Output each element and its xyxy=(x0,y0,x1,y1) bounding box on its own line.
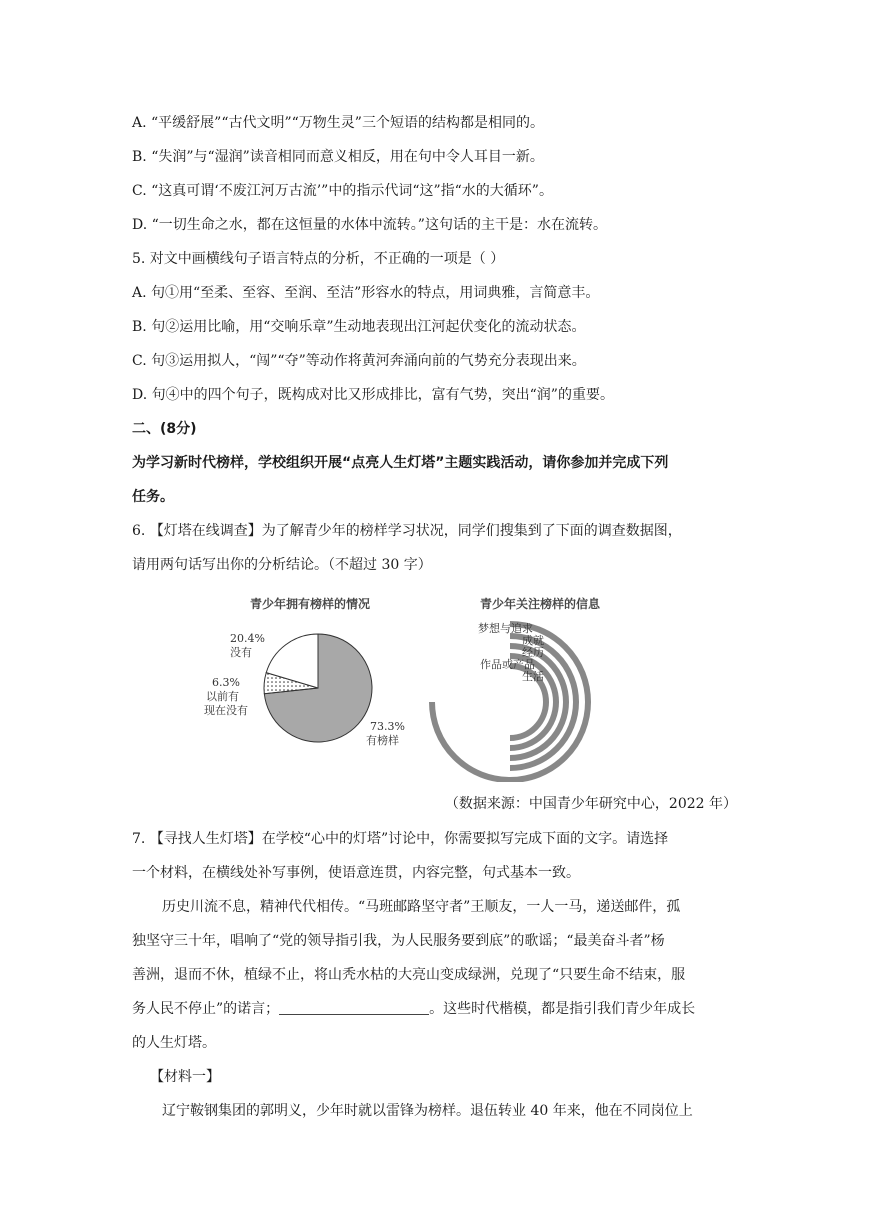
answer-blank[interactable] xyxy=(279,1000,429,1015)
radial-label-1: 成就 xyxy=(522,634,544,647)
radial-label-2: 经历 xyxy=(522,646,544,659)
passage-line-1: 历史川流不息，精神代代相传。“马班邮路坚守者”王顺友，一人一马，递送邮件，孤 xyxy=(162,899,681,915)
survey-charts xyxy=(190,592,630,782)
question-5-option-a: A. 句①用“至柔、至容、至润、至洁”形容水的特点，用词典雅，言简意丰。 xyxy=(132,285,600,301)
option-b: B. “失润”与“湿润”读音相同而意义相反，用在句中令人耳目一新。 xyxy=(132,149,544,165)
pie-label-prev-1: 以前有 xyxy=(206,690,239,703)
pie-label-yes: 有榜样 xyxy=(366,734,399,747)
passage-line-4 xyxy=(132,999,742,1019)
question-5-stem: 5. 对文中画横线句子语言特点的分析，不正确的一项是（ ） xyxy=(132,251,505,267)
radial-bar-chart xyxy=(432,624,588,780)
passage-line-5: 的人生灯塔。 xyxy=(132,1035,216,1051)
pie-label-none-pct: 20.4% xyxy=(230,632,265,645)
radial-chart-title: 青少年关注榜样的信息 xyxy=(480,597,601,611)
material-1-text: 辽宁鞍钢集团的郭明义，少年时就以雷锋为榜样。退伍转业 40 年来，他在不同岗位上 xyxy=(162,1103,693,1119)
question-5-option-c: C. 句③运用拟人，“闯”“夺”等动作将黄河奔涌向前的气势充分表现出来。 xyxy=(132,353,586,369)
option-c: C. “这真可谓‘不废江河万古流’”中的指示代词“这”指“水的大循环”。 xyxy=(132,183,553,199)
option-a: A. “平缓舒展”“古代文明”“万物生灵”三个短语的结构都是相同的。 xyxy=(132,115,544,131)
pie-chart xyxy=(264,634,372,742)
material-1-title: 【材料一】 xyxy=(150,1069,220,1085)
section-heading: 二、(8分) xyxy=(132,421,197,437)
radial-label-3: 作品或产品 xyxy=(480,658,535,671)
question-6-line-2: 请用两句话写出你的分析结论。（不超过 30 字） xyxy=(132,557,432,573)
question-7-line-1: 7. 【寻找人生灯塔】在学校“心中的灯塔”讨论中，你需要拟写完成下面的文字。请选择 xyxy=(132,831,669,847)
radial-label-0: 梦想与追求 xyxy=(478,622,533,635)
passage-line-4-end: 。这些时代楷模，都是指引我们青少年成长 xyxy=(429,1001,696,1017)
passage-line-3: 善洲，退而不休，植绿不止，将山秃水枯的大亮山变成绿洲，兑现了“只要生命不结束，服 xyxy=(132,967,686,983)
pie-label-none: 没有 xyxy=(230,646,252,659)
question-7-line-2: 一个材料，在横线处补写事例，使语意连贯，内容完整，句式基本一致。 xyxy=(132,865,580,881)
section-intro-line-1: 为学习新时代榜样，学校组织开展“点亮人生灯塔”主题实践活动，请你参加并完成下列 xyxy=(132,455,669,471)
data-source: （数据来源：中国青少年研究中心，2022 年） xyxy=(444,796,737,812)
pie-chart-title: 青少年拥有榜样的情况 xyxy=(250,597,371,611)
radial-label-4: 生活 xyxy=(522,670,544,683)
pie-label-prev-pct: 6.3% xyxy=(212,676,240,689)
pie-label-yes-pct: 73.3% xyxy=(370,720,405,733)
passage-line-4-start: 务人民不停止”的诺言； xyxy=(132,1001,280,1017)
option-d: D. “一切生命之水，都在这恒量的水体中流转。”这句话的主干是：水在流转。 xyxy=(132,217,607,233)
question-6-line-1: 6. 【灯塔在线调查】为了解青少年的榜样学习状况，同学们搜集到了下面的调查数据图， xyxy=(132,523,682,539)
question-5-option-b: B. 句②运用比喻，用“交响乐章”生动地表现出江河起伏变化的流动状态。 xyxy=(132,319,586,335)
pie-label-prev-2: 现在没有 xyxy=(204,704,248,717)
section-intro-line-2: 任务。 xyxy=(132,489,174,505)
question-5-option-d: D. 句④中的四个句子，既构成对比又形成排比，富有气势，突出“润”的重要。 xyxy=(132,387,614,403)
passage-line-2: 独坚守三十年，唱响了“党的领导指引我，为人民服务要到底”的歌谣；“最美奋斗者”杨 xyxy=(132,933,665,949)
